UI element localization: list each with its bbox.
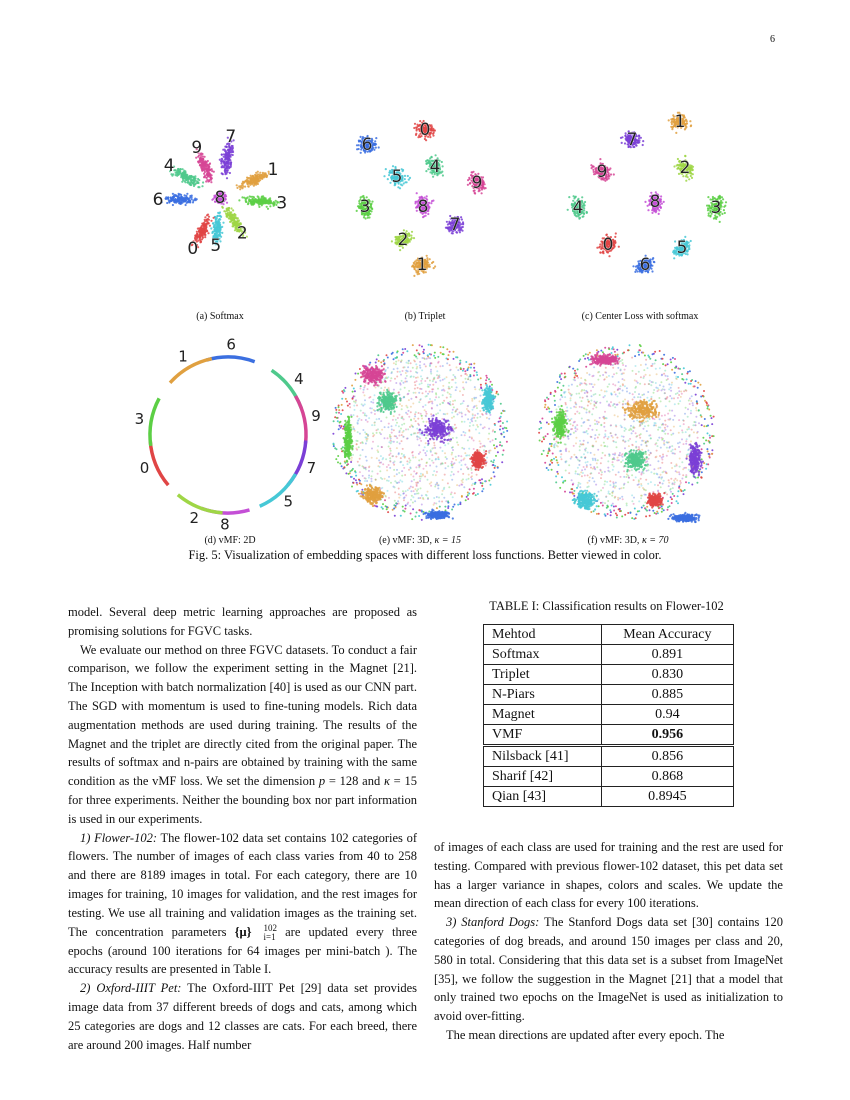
vmf-3d-sphere-k15 <box>328 340 513 525</box>
point-cluster <box>573 490 599 511</box>
cluster-label: 8 <box>220 515 230 534</box>
oxford-pet-text: The Oxford-IIIT Pet [29] data set provides image data from 37 different breeds of dogs and cats, among which 25 categories are dogs and 12 classes are cats. For each breed, there are around 200 images. Half number <box>68 981 417 1052</box>
cluster-label: 1 <box>178 347 188 366</box>
cluster-label: 0 <box>139 459 150 478</box>
cluster-label: 2 <box>189 508 200 527</box>
stanford-dogs-text: The Stanford Dogs data set [30] contains 120 categories of dog breads, and around 150 images per class and 20, 580 in total. Considering that this data set is a subset from ImageNet [35], we follow the suggestion in the Magnet [21] that a model that only trained two epochs on the ImageNet is used as initialization to avoid over-fitting. <box>434 915 783 1024</box>
caption-e-kappa: κ = 15 <box>434 535 462 546</box>
setting-eq1: = 128 and <box>325 774 384 789</box>
cell-method: Sharif [42] <box>484 767 602 787</box>
table-title: TABLE I: Classification results on Flower-102 <box>489 599 724 613</box>
math-sub: i=1 <box>263 931 276 942</box>
cluster-label: 5 <box>391 167 403 187</box>
cluster-label: 3 <box>276 193 288 214</box>
table-row <box>484 645 734 665</box>
cell-accuracy-best: 0.956 <box>601 725 733 746</box>
table-row <box>484 767 734 787</box>
table-row <box>484 665 734 685</box>
table-header-row <box>484 625 734 645</box>
flower102-text-b: are updated every three epochs (around 100 iterations for 64 images per mini-batch ). The accuracy results are presented in Table I. <box>68 924 417 977</box>
cluster-label: 7 <box>626 130 638 150</box>
cell-method: Magnet <box>484 705 602 725</box>
point-cluster <box>360 364 387 387</box>
point-cluster <box>419 414 454 444</box>
cluster-label: 8 <box>214 188 226 208</box>
triplet-embedding-plot <box>325 105 525 285</box>
point-cluster <box>161 193 198 206</box>
right-column <box>434 838 783 1045</box>
caption-f-prefix: (f) vMF: 3D, <box>587 535 642 546</box>
panel-triplet <box>325 105 525 285</box>
math-kappa: κ <box>383 774 390 789</box>
flower102-text-a: The flower-102 data set contains 102 categories of flowers. The number of images of each class varies from 40 to 258 and there are 8189 images in total. For each category, there are 10 images for training, 10 images for validation, and the rest images for testing. We use all training and validation images as the training set. The concentration parameters <box>68 830 417 939</box>
cluster-label: 5 <box>283 492 293 511</box>
cell-method: N-Piars <box>484 685 602 705</box>
cluster-label: 2 <box>397 230 409 250</box>
cluster-label: 9 <box>191 138 203 159</box>
point-cluster <box>238 195 280 210</box>
cluster-label: 1 <box>416 255 428 275</box>
results-table <box>483 624 734 807</box>
point-cluster <box>667 512 700 523</box>
heading-stanford-dogs: 3) Stanford Dogs: <box>446 915 540 930</box>
cell-accuracy: 0.891 <box>601 645 733 665</box>
panel-softmax <box>120 98 320 288</box>
cell-accuracy: 0.856 <box>601 746 733 767</box>
circle-arc <box>288 440 306 485</box>
page-number: 6 <box>770 34 775 45</box>
math-p: p <box>318 774 326 789</box>
cluster-label: 9 <box>596 162 608 182</box>
cluster-label: 8 <box>417 197 429 217</box>
math-mu-set: {μ} <box>234 924 252 939</box>
caption-f <box>528 535 728 546</box>
cluster-label: 6 <box>361 135 373 155</box>
cluster-label: 3 <box>710 198 722 218</box>
cell-method: Triplet <box>484 665 602 685</box>
table-row <box>484 685 734 705</box>
cell-accuracy: 0.94 <box>601 705 733 725</box>
cluster-label: 0 <box>419 120 431 140</box>
caption-a: (a) Softmax <box>196 311 244 322</box>
circle-arc <box>207 357 255 362</box>
cluster-label: 5 <box>210 235 222 256</box>
setting-text-b: = 15 for three experiments. Neither the bounding box nor part information is used in our experiments. <box>68 774 417 826</box>
cluster-label: 7 <box>306 459 317 478</box>
panel-center-loss <box>540 100 740 290</box>
cluster-label: 3 <box>359 197 371 217</box>
caption-b: (b) Triplet <box>404 311 446 322</box>
paragraph-intro: model. Several deep metric learning approaches are proposed as promising solutions for FGVC tasks. <box>68 605 417 638</box>
cluster-label: 4 <box>163 156 175 177</box>
caption-e-prefix: (e) vMF: 3D, <box>378 535 435 546</box>
setting-text-a: We evaluate our method on three FGVC datasets. To conduct a fair comparison, we follow the experiment setting in the Magnet [21]. The Inception with batch normalization [40] is used as our CNN part. The SGD with momentum is used to fine-tuning models. Rich data augmentation methods are used during training. The results of the Magnet and the triplet are directly cited from the original paper. The results of softmax and n-pairs are obtained by training with the same condition as the vMF loss. We set the dimension <box>68 642 417 789</box>
caption-f-kappa: κ = 70 <box>641 535 669 546</box>
cluster-label: 7 <box>225 126 237 147</box>
point-cluster <box>421 509 454 521</box>
paragraph-oxford-pet <box>68 979 417 1054</box>
cluster-label: 4 <box>429 157 441 177</box>
panel-vmf-3d-k70 <box>535 340 720 525</box>
heading-oxford-pet: 2) Oxford-IIIT Pet: <box>80 981 182 996</box>
paragraph-stanford-dogs <box>434 913 783 1026</box>
cell-method: Qian [43] <box>484 787 602 807</box>
header-accuracy: Mean Accuracy <box>601 625 733 645</box>
cell-method: Nilsback [41] <box>484 746 602 767</box>
table-row <box>484 705 734 725</box>
cluster-label: 2 <box>236 223 248 244</box>
cluster-label: 4 <box>294 370 304 389</box>
point-cluster <box>342 416 354 463</box>
cell-method: Softmax <box>484 645 602 665</box>
softmax-embedding-plot <box>120 98 320 288</box>
circle-arc <box>170 359 212 383</box>
cell-accuracy: 0.830 <box>601 665 733 685</box>
heading-flower102: 1) Flower-102: <box>80 830 158 845</box>
panel-vmf-2d <box>134 335 328 534</box>
cluster-label: 1 <box>267 159 279 180</box>
header-method: Mehtod <box>484 625 602 645</box>
cluster-label: 2 <box>679 158 691 178</box>
table-row <box>484 787 734 807</box>
panel-vmf-3d-k15 <box>328 340 513 525</box>
left-column <box>68 603 417 1054</box>
cluster-label: 7 <box>449 215 461 235</box>
cluster-label: 5 <box>676 238 688 258</box>
table-row <box>484 746 734 767</box>
sphere-background-points <box>332 344 508 521</box>
paragraph-flower102 <box>68 829 417 980</box>
cluster-label: 6 <box>639 255 651 275</box>
cell-accuracy: 0.8945 <box>601 787 733 807</box>
figure-caption: Fig. 5: Visualization of embedding spaces with different loss functions. Better viewed in color. <box>188 548 662 562</box>
cell-method: VMF <box>484 725 602 746</box>
cluster-label: 0 <box>602 235 614 255</box>
vmf-2d-circle-plot <box>134 335 328 534</box>
cluster-label: 4 <box>572 198 584 218</box>
cluster-label: 9 <box>311 406 321 425</box>
cell-accuracy: 0.868 <box>601 767 733 787</box>
math-sup: 102 <box>263 922 278 933</box>
caption-e <box>320 535 520 546</box>
cluster-label: 6 <box>226 335 236 354</box>
cluster-label: 6 <box>152 190 164 211</box>
cell-accuracy: 0.885 <box>601 685 733 705</box>
point-cluster <box>624 449 649 473</box>
table-row <box>484 725 734 746</box>
cluster-label: 1 <box>674 112 686 132</box>
caption-d: (d) vMF: 2D <box>204 535 256 546</box>
paragraph-experiment-setting <box>68 641 417 829</box>
cluster-label: 3 <box>134 409 145 428</box>
caption-c: (c) Center Loss with softmax <box>581 311 699 322</box>
paragraph-pet-continued: of images of each class are used for training and the rest are used for testing. Compared with previous flower-102 dataset, this pet data set has a larger variance in shapes, colors and scales. We update the mean direction of each class for every 100 iterations. <box>434 840 783 911</box>
circle-arc <box>178 495 223 513</box>
circle-arc <box>296 396 306 443</box>
circle-arc <box>150 440 168 485</box>
cluster-label: 9 <box>471 173 483 193</box>
cluster-label: 0 <box>187 239 199 260</box>
vmf-3d-sphere-k70 <box>535 340 720 525</box>
center-loss-embedding-plot <box>540 100 740 290</box>
cluster-label: 8 <box>649 192 661 212</box>
paragraph-mean-directions: The mean directions are updated after every epoch. The <box>446 1027 725 1042</box>
circle-arc <box>150 398 159 445</box>
